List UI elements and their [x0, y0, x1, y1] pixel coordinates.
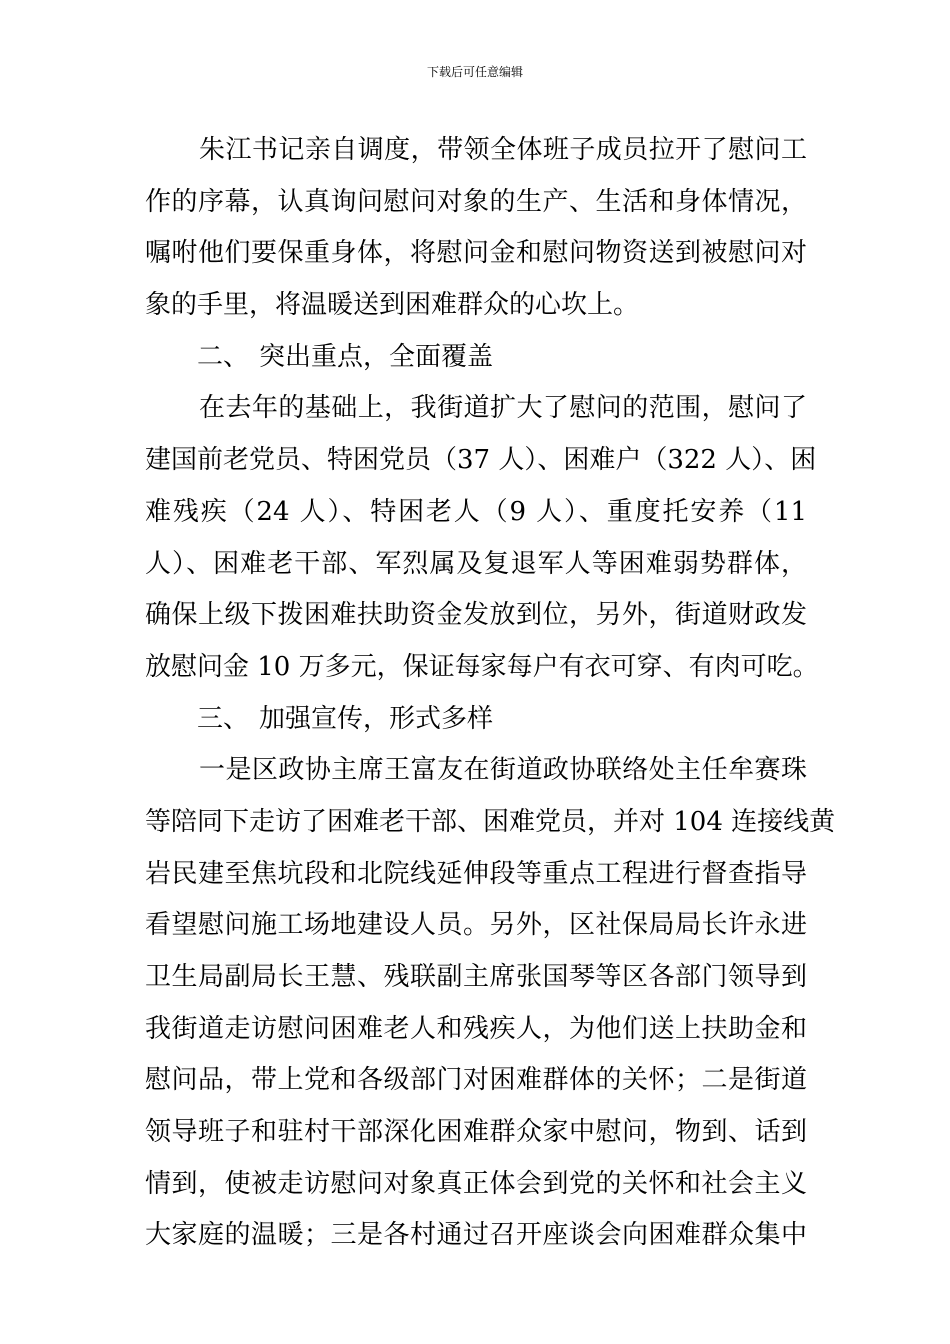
page-header: 下载后可任意编辑: [426, 65, 523, 79]
text-line: 岩民建至焦坑段和北院线延伸段等重点工程进行督查指导: [145, 858, 807, 889]
section-number: 三、: [197, 703, 250, 734]
text-line: 卫生局副局长王慧、残联副主席张国琴等区各部门领导到: [145, 962, 807, 992]
section-title: 加强宣传，形式多样: [259, 703, 494, 734]
text-line: 领导班子和驻村干部深化困难群众家中慰问，物到、话到: [145, 1117, 807, 1148]
text-line: 看望慰问施工场地建设人员。另外，区社保局局长许永进: [145, 910, 807, 941]
document-body: [145, 131, 836, 1268]
text-line: 放慰问金 10 万多元，保证每家每户有衣可穿、有肉可吃。: [145, 651, 819, 682]
text-line: 嘱咐他们要保重身体，将慰问金和慰问物资送到被慰问对: [145, 238, 807, 269]
text-line: 象的手里，将温暖送到困难群众的心坎上。: [145, 290, 640, 321]
section-heading: [145, 700, 807, 752]
text-line: 慰问品，带上党和各级部门对困难群体的关怀；二是街道: [145, 1065, 807, 1096]
text-line: 在去年的基础上，我街道扩大了慰问的范围，慰问了: [199, 393, 807, 424]
text-line: 一是区政协主席王富友在街道政协联络处主任牟赛珠: [199, 755, 807, 786]
text-line: 难残疾（24 人）、特困老人（9 人）、重度托安养（11: [145, 496, 807, 527]
text-line: 情到，使被走访慰问对象真正体会到党的关怀和社会主义: [145, 1168, 807, 1199]
text-line: 建国前老党员、特困党员（37 人）、困难户（322 人）、困: [145, 445, 817, 476]
text-line: 确保上级下拨困难扶助资金发放到位，另外，街道财政发: [145, 600, 807, 631]
text-line: 朱江书记亲自调度，带领全体班子成员拉开了慰问工: [199, 135, 807, 165]
text-line: 人）、困难老干部、军烈属及复退军人等困难弱势群体，: [145, 548, 807, 579]
section-title: 突出重点，全面覆盖: [259, 341, 494, 372]
section-number: 二、: [197, 341, 250, 372]
text-line: 等陪同下走访了困难老干部、困难党员，并对 104 连接线黄: [145, 806, 836, 837]
text-line: 我街道走访慰问困难老人和残疾人，为他们送上扶助金和: [145, 1013, 807, 1044]
text-line: 大家庭的温暖；三是各村通过召开座谈会向困难群众集中: [145, 1220, 807, 1251]
section-heading: [145, 338, 807, 390]
text-line: 作的序幕，认真询问慰问对象的生产、生活和身体情况，: [145, 186, 807, 217]
